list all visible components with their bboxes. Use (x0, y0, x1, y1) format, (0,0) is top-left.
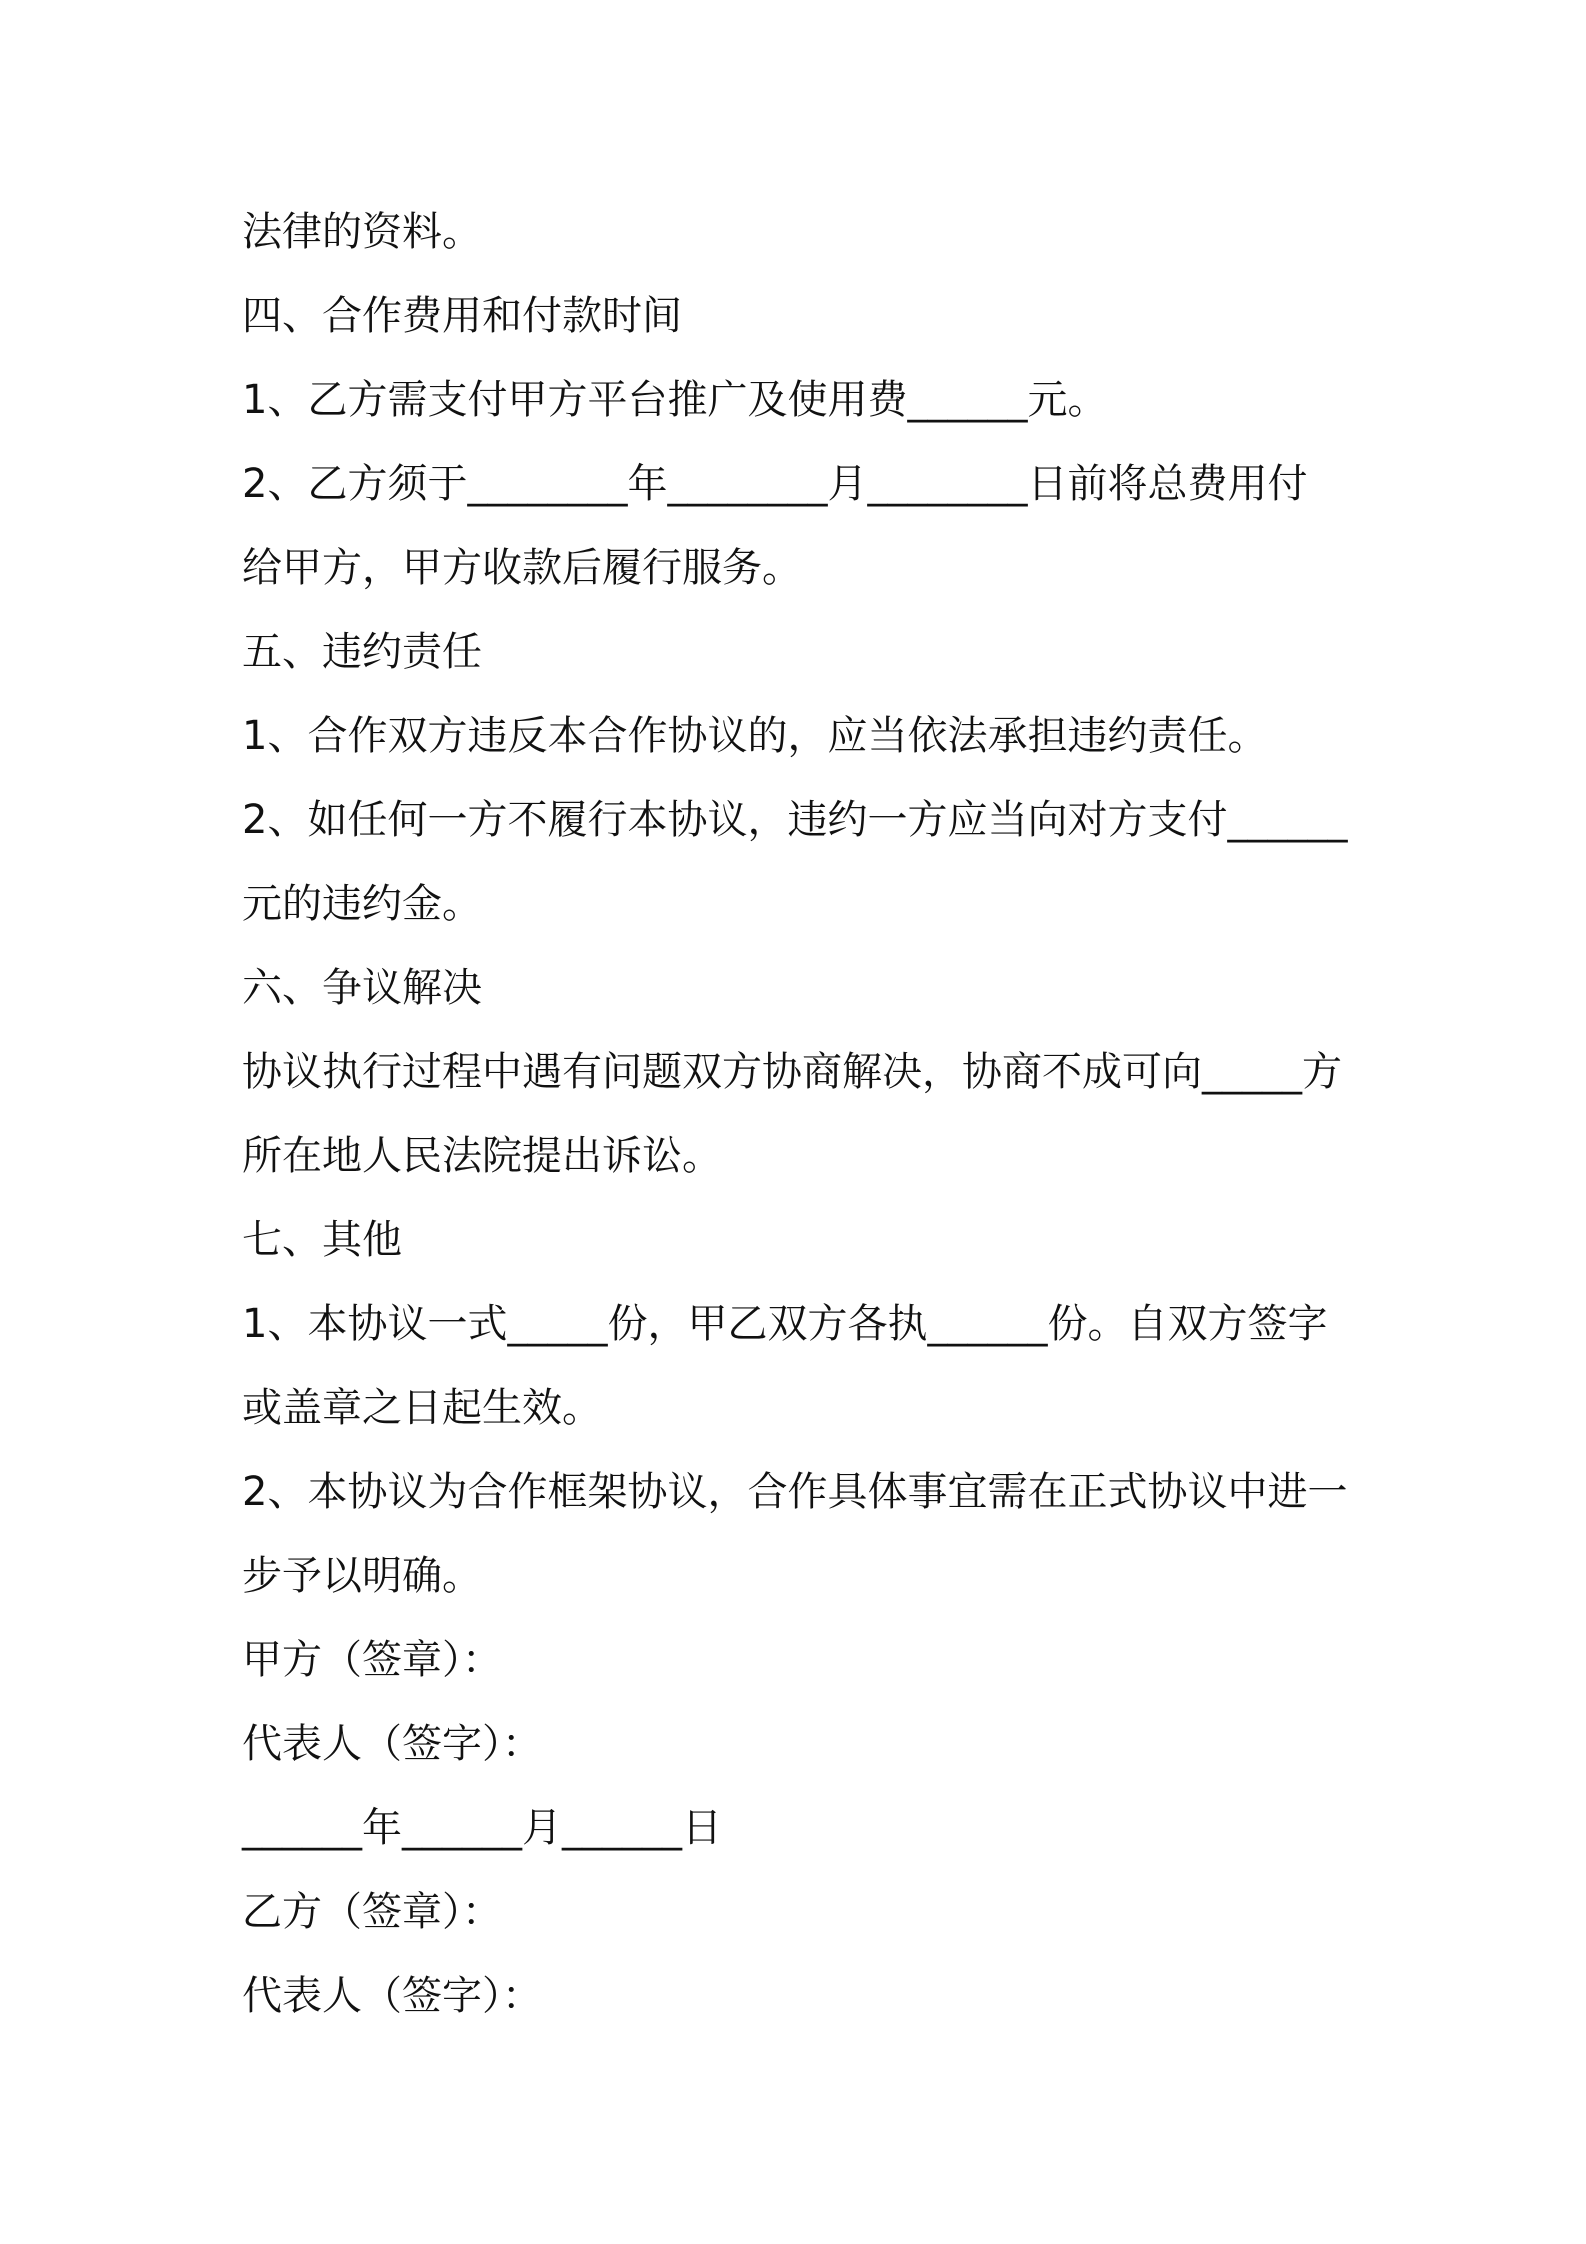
text-line: 所在地人民法院提出诉讼。 (242, 1133, 722, 1179)
text-line: 步予以明确。 (242, 1553, 482, 1599)
text-line: 给甲方，甲方收款后履行服务。 (242, 545, 802, 591)
section-heading-other: 七、其他 (242, 1217, 402, 1263)
text-line: 法律的资料。 (242, 209, 482, 255)
section-heading-fees: 四、合作费用和付款时间 (242, 293, 682, 339)
text-line: 1、乙方需支付甲方平台推广及使用费______元。 (242, 377, 1108, 423)
text-line: 1、本协议一式_____份，甲乙双方各执______份。自双方签字 (242, 1301, 1328, 1347)
section-heading-liability: 五、违约责任 (242, 629, 482, 675)
text-line: 1、合作双方违反本合作协议的，应当依法承担违约责任。 (242, 713, 1268, 759)
party-b-representative-label: 代表人（签字）： (242, 1973, 542, 2019)
text-line: 2、本协议为合作框架协议，合作具体事宜需在正式协议中进一 (242, 1469, 1348, 1515)
party-a-representative-label: 代表人（签字）： (242, 1721, 542, 1767)
party-a-seal-label: 甲方（签章）： (242, 1637, 502, 1683)
text-line: 协议执行过程中遇有问题双方协商解决，协商不成可向_____方 (242, 1049, 1342, 1095)
section-heading-dispute: 六、争议解决 (242, 965, 482, 1011)
signing-date-line: ______年______月______日 (242, 1805, 722, 1851)
text-line: 元的违约金。 (242, 881, 482, 927)
text-line: 2、乙方须于________年________月________日前将总费用付 (242, 461, 1308, 507)
party-b-seal-label: 乙方（签章）： (242, 1889, 502, 1935)
text-line: 或盖章之日起生效。 (242, 1385, 602, 1431)
text-line: 2、如任何一方不履行本协议，违约一方应当向对方支付______ (242, 797, 1348, 843)
document-page (242, 190, 1352, 2038)
